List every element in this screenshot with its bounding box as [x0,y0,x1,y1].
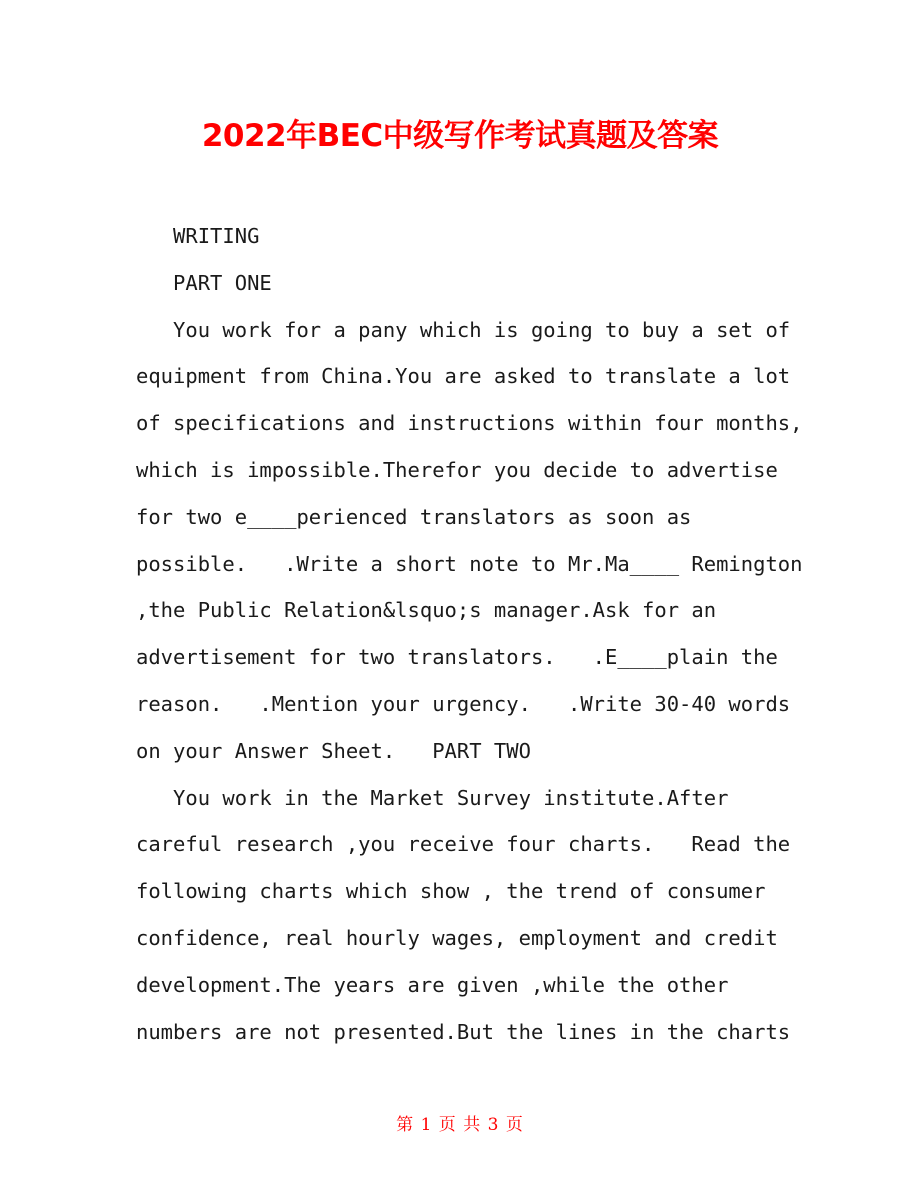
document-body [136,213,803,1055]
body-line: ,the Public Relation&lsquo;s manager.Ask for an [136,598,717,623]
body-line: which is impossible.Therefor you decide to advertise [136,457,778,482]
body-line: on your Answer Sheet. PART TWO [136,738,531,763]
body-line: for two e____perienced translators as soon as [136,504,692,529]
body-line: advertisement for two translators. .E____plain the [136,645,778,670]
body-line: possible. .Write a short note to Mr.Ma____ Remington [136,551,803,576]
body-line: following charts which show , the trend of consumer [136,879,766,904]
body-line: confidence, real hourly wages, employment and credit [136,925,778,950]
body-line: PART ONE [136,270,272,295]
body-line: You work in the Market Survey institute.After [136,785,729,810]
body-line: WRITING [136,224,260,248]
page-footer: 第 1 页 共 3 页 [396,1115,524,1135]
body-line: reason. .Mention your urgency. .Write 30-40 words [136,691,791,716]
body-line: equipment from China.You are asked to translate a lot [136,364,791,389]
body-line: numbers are not presented.But the lines in the charts [136,1019,791,1044]
body-line: You work for a pany which is going to buy a set of [136,317,791,342]
body-line: development.The years are given ,while the other [136,972,729,997]
body-line: of specifications and instructions within four months, [136,411,803,436]
document-title: 2022年BEC中级写作考试真题及答案 [201,118,719,154]
body-line: careful research ,you receive four charts. Read the [136,832,791,857]
